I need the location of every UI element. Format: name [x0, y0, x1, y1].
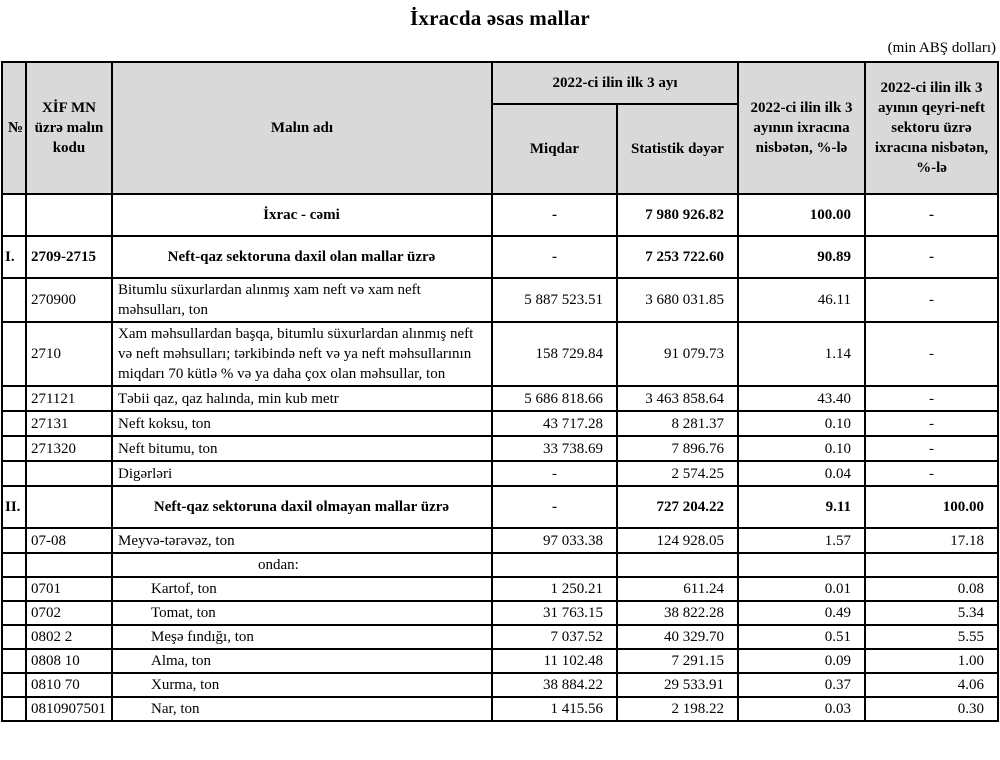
quantity-cell: 33 738.69 [492, 436, 617, 461]
commodity-code-cell [26, 194, 112, 236]
share-of-nonoil-exports-cell: - [865, 386, 998, 411]
share-of-nonoil-exports-cell: - [865, 411, 998, 436]
commodity-code-cell: 27131 [26, 411, 112, 436]
table-row [2, 553, 998, 577]
stat-value-cell: 727 204.22 [617, 486, 738, 528]
table-body [2, 194, 998, 721]
stat-value-cell: 2 198.22 [617, 697, 738, 721]
stat-value-cell: 29 533.91 [617, 673, 738, 697]
quantity-cell: 7 037.52 [492, 625, 617, 649]
stat-value-cell: 40 329.70 [617, 625, 738, 649]
commodity-name-cell: Xam məhsullardan başqa, bitumlu süxurlardan alınmış neft və neft məhsulları; tərkibində neft və ya neft məhsullarının miqdarı 70 kütlə % və ya daha çox olan məhsullar, ton [112, 322, 492, 386]
share-of-nonoil-exports-cell: - [865, 236, 998, 278]
share-of-exports-cell: 46.11 [738, 278, 865, 322]
row-number-cell [2, 649, 26, 673]
share-of-nonoil-exports-cell: 0.08 [865, 577, 998, 601]
commodity-code-cell: 2710 [26, 322, 112, 386]
row-number-cell [2, 461, 26, 486]
share-of-nonoil-exports-cell: 17.18 [865, 528, 998, 553]
share-of-exports-cell: 0.37 [738, 673, 865, 697]
row-number-cell [2, 322, 26, 386]
share-of-nonoil-exports-cell: 4.06 [865, 673, 998, 697]
quantity-cell [492, 553, 617, 577]
row-number-cell: I. [2, 236, 26, 278]
commodity-name-cell: Kartof, ton [112, 577, 492, 601]
share-of-nonoil-exports-cell: - [865, 278, 998, 322]
share-of-exports-cell [738, 553, 865, 577]
share-of-nonoil-exports-cell: 1.00 [865, 649, 998, 673]
table-row [2, 236, 998, 278]
share-of-nonoil-exports-cell [865, 553, 998, 577]
row-number-cell [2, 278, 26, 322]
row-number-cell [2, 673, 26, 697]
row-number-cell [2, 411, 26, 436]
share-of-exports-cell: 0.09 [738, 649, 865, 673]
commodity-name-cell: Meşə fındığı, ton [112, 625, 492, 649]
quantity-cell: - [492, 236, 617, 278]
commodity-name-cell: ondan: [112, 553, 492, 577]
header-stat-value: Statistik dəyər [617, 104, 738, 194]
row-number-cell [2, 528, 26, 553]
commodity-code-cell: 271320 [26, 436, 112, 461]
commodity-code-cell: 271121 [26, 386, 112, 411]
commodity-code-cell: 0810907501 [26, 697, 112, 721]
stat-value-cell: 7 291.15 [617, 649, 738, 673]
commodity-name-cell: Neft-qaz sektoruna daxil olmayan mallar üzrə [112, 486, 492, 528]
commodity-code-cell [26, 553, 112, 577]
header-no: № [2, 62, 26, 194]
quantity-cell: 38 884.22 [492, 673, 617, 697]
commodity-name-cell: Xurma, ton [112, 673, 492, 697]
share-of-exports-cell: 1.14 [738, 322, 865, 386]
table-row [2, 528, 998, 553]
header-commodity-name: Malın adı [112, 62, 492, 194]
share-of-exports-cell: 0.01 [738, 577, 865, 601]
stat-value-cell: 7 980 926.82 [617, 194, 738, 236]
row-number-cell: II. [2, 486, 26, 528]
quantity-cell: 5 887 523.51 [492, 278, 617, 322]
commodity-code-cell: 2709-2715 [26, 236, 112, 278]
quantity-cell: - [492, 461, 617, 486]
unit-note: (min ABŞ dolları) [887, 40, 996, 56]
header-period-group: 2022-ci ilin ilk 3 ayı [492, 62, 738, 104]
commodity-name-cell: Təbii qaz, qaz halında, min kub metr [112, 386, 492, 411]
share-of-exports-cell: 90.89 [738, 236, 865, 278]
share-of-exports-cell: 9.11 [738, 486, 865, 528]
table-row [2, 649, 998, 673]
share-of-exports-cell: 43.40 [738, 386, 865, 411]
commodity-name-cell: Neft koksu, ton [112, 411, 492, 436]
row-number-cell [2, 386, 26, 411]
share-of-nonoil-exports-cell: - [865, 194, 998, 236]
commodity-code-cell: 270900 [26, 278, 112, 322]
quantity-cell: - [492, 486, 617, 528]
share-of-nonoil-exports-cell: 100.00 [865, 486, 998, 528]
row-number-cell [2, 697, 26, 721]
page-title: İxracda əsas mallar [410, 6, 590, 30]
commodity-name-cell: Alma, ton [112, 649, 492, 673]
commodity-code-cell: 0802 2 [26, 625, 112, 649]
quantity-cell: 1 250.21 [492, 577, 617, 601]
share-of-nonoil-exports-cell: - [865, 461, 998, 486]
share-of-exports-cell: 0.51 [738, 625, 865, 649]
share-of-exports-cell: 0.10 [738, 411, 865, 436]
share-of-exports-cell: 0.10 [738, 436, 865, 461]
commodity-code-cell: 0702 [26, 601, 112, 625]
share-of-exports-cell: 0.04 [738, 461, 865, 486]
commodity-code-cell: 07-08 [26, 528, 112, 553]
stat-value-cell: 91 079.73 [617, 322, 738, 386]
commodity-name-cell: Meyvə-tərəvəz, ton [112, 528, 492, 553]
row-number-cell [2, 577, 26, 601]
commodity-name-cell: Neft-qaz sektoruna daxil olan mallar üzrə [112, 236, 492, 278]
header-share-of-exports: 2022-ci ilin ilk 3 ayının ixracına nisbətən, %-lə [738, 62, 865, 194]
table-row [2, 625, 998, 649]
share-of-nonoil-exports-cell: - [865, 322, 998, 386]
table-row [2, 697, 998, 721]
header-share-of-nonoil-exports: 2022-ci ilin ilk 3 ayının qeyri-neft sektoru üzrə ixracına nisbətən, %-lə [865, 62, 998, 194]
commodity-code-cell: 0701 [26, 577, 112, 601]
table-row [2, 673, 998, 697]
row-number-cell [2, 194, 26, 236]
stat-value-cell: 3 463 858.64 [617, 386, 738, 411]
share-of-nonoil-exports-cell: - [865, 436, 998, 461]
commodity-name-cell: Bitumlu süxurlardan alınmış xam neft və xam neft məhsulları, ton [112, 278, 492, 322]
row-number-cell [2, 553, 26, 577]
share-of-nonoil-exports-cell: 5.55 [865, 625, 998, 649]
stat-value-cell: 2 574.25 [617, 461, 738, 486]
table-row [2, 486, 998, 528]
stat-value-cell: 8 281.37 [617, 411, 738, 436]
commodity-name-cell: Nar, ton [112, 697, 492, 721]
header-quantity: Miqdar [492, 104, 617, 194]
share-of-exports-cell: 0.03 [738, 697, 865, 721]
stat-value-cell: 3 680 031.85 [617, 278, 738, 322]
quantity-cell: 43 717.28 [492, 411, 617, 436]
quantity-cell: 158 729.84 [492, 322, 617, 386]
table-row [2, 577, 998, 601]
quantity-cell: 5 686 818.66 [492, 386, 617, 411]
row-number-cell [2, 436, 26, 461]
stat-value-cell [617, 553, 738, 577]
table-row [2, 322, 998, 386]
quantity-cell: 97 033.38 [492, 528, 617, 553]
share-of-nonoil-exports-cell: 0.30 [865, 697, 998, 721]
share-of-exports-cell: 100.00 [738, 194, 865, 236]
table-row [2, 601, 998, 625]
commodity-code-cell: 0810 70 [26, 673, 112, 697]
commodity-code-cell [26, 486, 112, 528]
stat-value-cell: 124 928.05 [617, 528, 738, 553]
row-number-cell [2, 601, 26, 625]
stat-value-cell: 7 896.76 [617, 436, 738, 461]
table-row [2, 436, 998, 461]
quantity-cell: 31 763.15 [492, 601, 617, 625]
stat-value-cell: 7 253 722.60 [617, 236, 738, 278]
header-commodity-code: XİF MN üzrə malın kodu [26, 62, 112, 194]
commodity-code-cell [26, 461, 112, 486]
table-header [2, 62, 998, 194]
table-row [2, 411, 998, 436]
commodity-name-cell: Neft bitumu, ton [112, 436, 492, 461]
quantity-cell: - [492, 194, 617, 236]
commodity-name-cell: Tomat, ton [112, 601, 492, 625]
share-of-exports-cell: 0.49 [738, 601, 865, 625]
quantity-cell: 1 415.56 [492, 697, 617, 721]
table-row [2, 278, 998, 322]
quantity-cell: 11 102.48 [492, 649, 617, 673]
commodity-name-cell: Digərləri [112, 461, 492, 486]
stat-value-cell: 611.24 [617, 577, 738, 601]
stat-value-cell: 38 822.28 [617, 601, 738, 625]
share-of-exports-cell: 1.57 [738, 528, 865, 553]
row-number-cell [2, 625, 26, 649]
exports-table [1, 61, 999, 722]
table-row [2, 461, 998, 486]
table-row [2, 194, 998, 236]
share-of-nonoil-exports-cell: 5.34 [865, 601, 998, 625]
table-row [2, 386, 998, 411]
commodity-code-cell: 0808 10 [26, 649, 112, 673]
commodity-name-cell: İxrac - cəmi [112, 194, 492, 236]
